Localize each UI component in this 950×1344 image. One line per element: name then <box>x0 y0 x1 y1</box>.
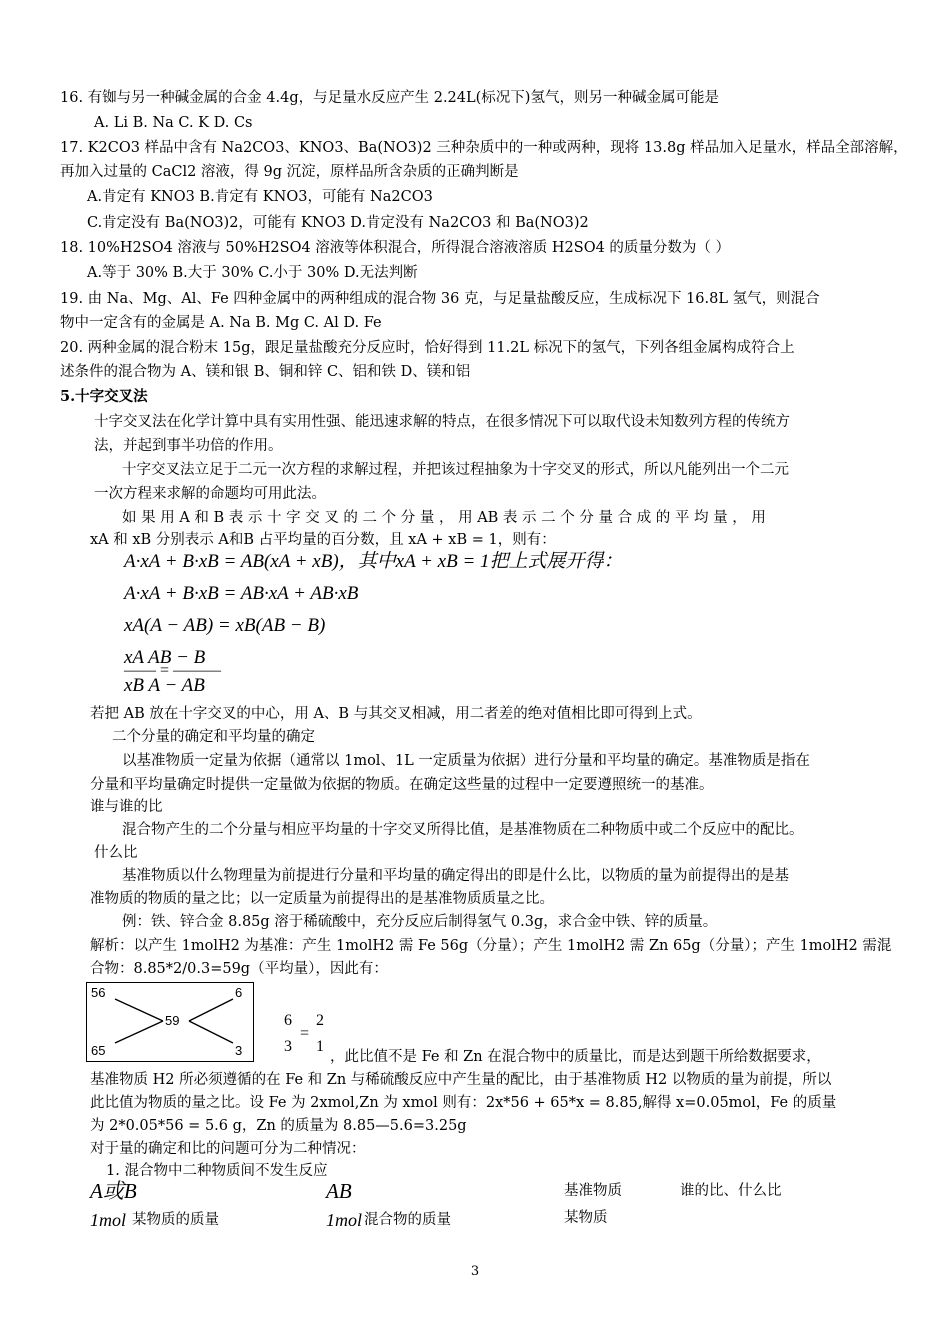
summary-intro: 对于量的确定和比的问题可分为二种情况： <box>90 1141 366 1157</box>
para-2b: 一次方程来求解的命题均可用此法。 <box>94 486 326 502</box>
case-1-title: 1. 混合物中二种物质间不发生反应 <box>106 1163 328 1179</box>
q16-options: A. Li B. Na C. K D. Cs <box>94 115 253 131</box>
para-5b: 分量和平均量确定时提供一定量做为依据的物质。在确定这些量的过程中一定要遵照统一的基准。 <box>90 777 714 793</box>
q18-options: A.等于 30% B.大于 30% C.小于 30% D.无法判断 <box>87 265 418 281</box>
subheading-1: 二个分量的确定和平均量的确定 <box>112 729 315 745</box>
page-number: 3 <box>470 1264 480 1279</box>
ratio-eq: = <box>300 1025 310 1042</box>
table-r1-c3: 基准物质 <box>564 1183 622 1199</box>
equation-4-bar: —— = ——— <box>124 662 222 679</box>
section-title: 5.十字交叉法 <box>60 388 148 405</box>
q17-stem-2: 再加入过量的 CaCl2 溶液，得 9g 沉淀，原样品所含杂质的正确判断是 <box>60 164 519 180</box>
solution-2: 合物：8.85*2/0.3=59g（平均量），因此有： <box>90 961 388 977</box>
q17-options-cd: C.肯定没有 Ba(NO3)2，可能有 KNO3 D.肯定没有 Na2CO3 和 Ba(NO3)2 <box>87 215 589 231</box>
para-7a: 基准物质以什么物理量为前提进行分量和平均量的确定得出的即是什么比，以物质的量为前提得出的是基 <box>122 868 789 884</box>
ratio-right-den: 1 <box>316 1038 324 1055</box>
table-r2-c1a: 1mol <box>90 1210 126 1230</box>
equation-4-den: xB A − AB <box>124 675 205 696</box>
solution-1: 解析：以产生 1molH2 为基准：产生 1molH2 需 Fe 56g（分量）；产生 1molH2 需 Zn 65g（分量）；产生 1molH2 需混 <box>90 938 892 954</box>
example-question: 例：铁、锌合金 8.85g 溶于稀硫酸中，充分反应后制得氢气 0.3g，求合金中铁、锌的质量。 <box>122 914 718 930</box>
q16-stem: 16. 有铷与另一种碱金属的合金 4.4g，与足量水反应产生 2.24L(标况下)氢气，则另一种碱金属可能是 <box>60 90 719 106</box>
solution-4: 基准物质 H2 所必须遵循的在 Fe 和 Zn 与稀硫酸反应中产生量的配比，由于基准物质 H2 以物质的量为前提，所以 <box>90 1072 832 1088</box>
q19-stem-2: 物中一定含有的金属是 A. Na B. Mg C. Al D. Fe <box>60 315 382 331</box>
solution-6: 为 2*0.05*56 = 5.6 g，Zn 的质量为 8.85—5.6=3.25g <box>90 1118 467 1134</box>
table-r1-c4: 谁的比、什么比 <box>680 1183 782 1199</box>
table-r2-c2b: 混合物的质量 <box>364 1212 451 1228</box>
table-r1-c2: AB <box>326 1179 352 1203</box>
equation-3: xA(A − AB) = xB(AB − B) <box>124 615 326 636</box>
q20-stem-1: 20. 两种金属的混合粉末 15g，跟足量盐酸充分反应时，恰好得到 11.2L 标况下的氢气，下列各组金属构成符合上 <box>60 340 795 356</box>
equation-2: A·xA + B·xB = AB·xA + AB·xB <box>124 583 359 604</box>
diagram-bottom-right: 3 <box>235 1043 243 1058</box>
cross-diagram <box>86 982 254 1062</box>
para-6: 混合物产生的二个分量与相应平均量的十字交叉所得比值，是基准物质在二种物质中或二个反应中的配比。 <box>122 822 804 838</box>
q20-stem-2: 述条件的混合物为 A、镁和银 B、铜和锌 C、铝和铁 D、镁和铝 <box>60 364 471 380</box>
q17-stem-1: 17. K2CO3 样品中含有 Na2CO3、KNO3、Ba(NO3)2 三种杂质中的一种或两种，现将 13.8g 样品加入足量水，样品全部溶解， <box>60 140 908 156</box>
para-1a: 十字交叉法在化学计算中具有实用性强、能迅速求解的特点，在很多情况下可以取代设未知数列方程的传统方 <box>94 414 790 430</box>
para-7b: 准物质的物质的量之比；以一定质量为前提得出的是基准物质质量之比。 <box>90 891 554 907</box>
equation-4-num: xA AB − B <box>124 647 206 668</box>
para-5a: 以基准物质一定量为依据（通常以 1mol、1L 一定质量为依据）进行分量和平均量的确定。基准物质是指在 <box>122 753 810 769</box>
q19-stem-1: 19. 由 Na、Mg、Al、Fe 四种金属中的两种组成的混合物 36 克，与足量盐酸反应，生成标况下 16.8L 氢气，则混合 <box>60 291 820 307</box>
q17-options-ab: A.肯定有 KNO3 B.肯定有 KNO3，可能有 Na2CO3 <box>87 189 433 205</box>
ratio-left-den: 3 <box>284 1038 292 1055</box>
diagram-top-right: 6 <box>235 985 243 1000</box>
ratio-left-num: 6 <box>284 1012 292 1029</box>
para-1b: 法，并起到事半功倍的作用。 <box>94 438 283 454</box>
solution-3: ，此比值不是 Fe 和 Zn 在混合物中的质量比，而是达到题干所给数据要求， <box>330 1049 821 1065</box>
diagram-top-left: 56 <box>91 985 106 1000</box>
table-r2-c2a: 1mol <box>326 1210 362 1230</box>
table-r1-c1: A或B <box>90 1179 137 1203</box>
subheading-3: 什么比 <box>94 845 138 861</box>
para-4: 若把 AB 放在十字交叉的中心，用 A、B 与其交叉相减，用二者差的绝对值相比即可得到上式。 <box>90 706 702 722</box>
diagram-bottom-left: 65 <box>91 1043 106 1058</box>
solution-5: 此比值为物质的量之比。设 Fe 为 2xmol,Zn 为 xmol 则有：2x*56 + 65*x = 8.85,解得 x=0.05mol，Fe 的质量 <box>90 1095 837 1111</box>
subheading-2: 谁与谁的比 <box>90 799 163 815</box>
table-r2-c1b: 某物质的质量 <box>132 1212 219 1228</box>
para-3b: xA 和 xB 分别表示 A和B 占平均量的百分数，且 xA + xB = 1，则有： <box>90 532 556 548</box>
para-2a: 十字交叉法立足于二元一次方程的求解过程，并把该过程抽象为十字交叉的形式，所以凡能列出一个二元 <box>122 462 789 478</box>
ratio-right-num: 2 <box>316 1012 324 1029</box>
q18-stem: 18. 10%H2SO4 溶液与 50%H2SO4 溶液等体积混合，所得混合溶液溶质 H2SO4 的质量分数为（ ） <box>60 240 731 256</box>
para-3a: 如 果 用 A 和 B 表 示 十 字 交 叉 的 二 个 分 量 ， 用 AB 表 示 二 个 分 量 合 成 的 平 均 量 ， 用 <box>122 510 766 526</box>
table-r2-c3: 某物质 <box>564 1210 608 1226</box>
diagram-center: 59 <box>165 1013 180 1028</box>
equation-1: A·xA + B·xB = AB(xA + xB)，其中xA + xB = 1把上式展开得： <box>124 551 623 572</box>
